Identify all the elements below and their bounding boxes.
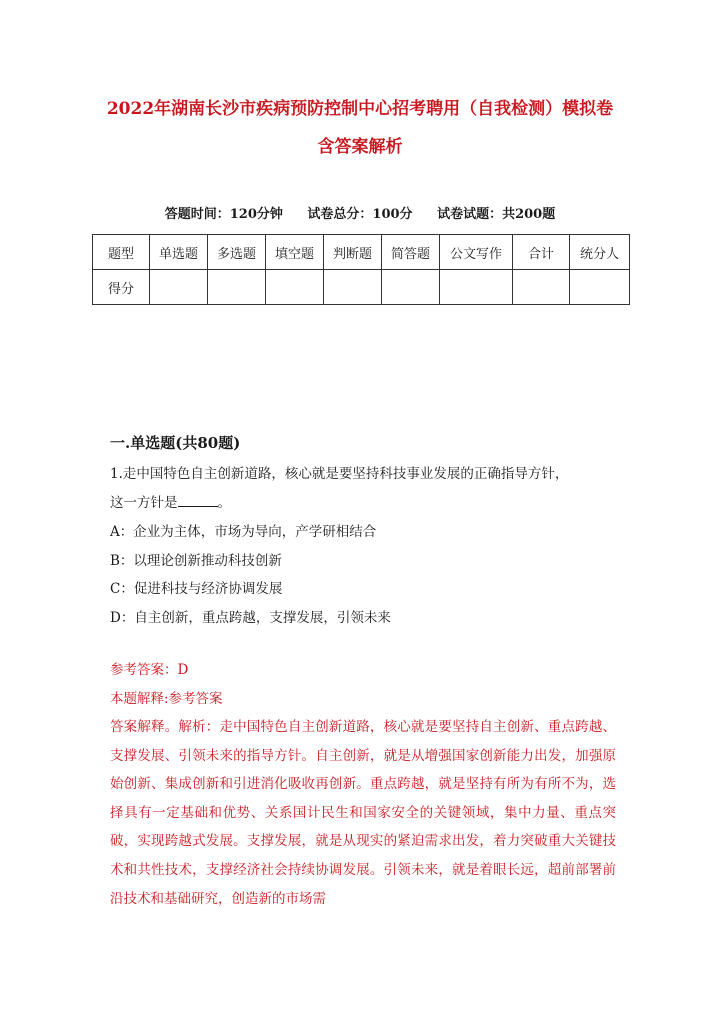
header-cell: 填空题 bbox=[266, 235, 324, 270]
score-cell bbox=[570, 270, 630, 305]
reference-answer: 参考答案：D bbox=[110, 662, 189, 678]
score-table-header-row bbox=[93, 235, 630, 270]
score-table bbox=[92, 234, 630, 305]
question-stem-end: 。 bbox=[217, 494, 231, 511]
exam-total-score: 试卷总分：100分 bbox=[307, 207, 413, 222]
score-cell bbox=[266, 270, 324, 305]
header-cell: 判断题 bbox=[324, 235, 382, 270]
header-cell: 公文写作 bbox=[440, 235, 513, 270]
header-cell: 题型 bbox=[93, 235, 150, 270]
exam-question-count: 试卷试题：共200题 bbox=[437, 207, 556, 222]
header-cell: 多选题 bbox=[208, 235, 266, 270]
option-b: B：以理论创新推动科技创新 bbox=[110, 552, 282, 569]
score-cell bbox=[208, 270, 266, 305]
exam-time: 答题时间：120分钟 bbox=[164, 207, 283, 222]
question-options bbox=[110, 518, 616, 632]
header-cell: 单选题 bbox=[150, 235, 208, 270]
score-row-label: 得分 bbox=[93, 270, 150, 305]
answer-blank bbox=[178, 494, 218, 507]
score-cell bbox=[324, 270, 382, 305]
header-cell: 统分人 bbox=[570, 235, 630, 270]
option-a: A：企业为主体，市场为导向，产学研相结合 bbox=[110, 524, 377, 540]
question-stem-text: 这一方针是 bbox=[110, 494, 178, 511]
answer-block bbox=[110, 656, 616, 713]
question-stem bbox=[110, 460, 616, 517]
section-heading: 一.单选题(共80题) bbox=[110, 434, 241, 452]
answer-explanation: 答案解释。解析：走中国特色自主创新道路，核心就是要坚持自主创新、重点跨越、支撑发展、引领未来的指导方针。自主创新，就是从增强国家创新能力出发，加强原始创新、集成创新和引进消化吸收再创新。重点跨越，就是坚持有所为有所不为，选择具有一定基础和优势、关系国计民生和国家安全的关键领域，集中力量、重点突破，实现跨越式发展。支撑发展，就是从现实的紧迫需求出发，着力突破重大关键技术和共性技术，支撑经济社会持续协调发展。引领未来，就是着眼长远，超前部署前沿技术和基础研究，创造新的市场需 bbox=[110, 719, 616, 907]
header-cell: 简答题 bbox=[382, 235, 440, 270]
score-cell bbox=[440, 270, 513, 305]
score-cell bbox=[513, 270, 570, 305]
explanation-label: 本题解释:参考答案 bbox=[110, 690, 223, 707]
score-cell bbox=[150, 270, 208, 305]
option-c: C：促进科技与经济协调发展 bbox=[110, 581, 283, 598]
document-title-line1: 2022年湖南长沙市疾病预防控制中心招考聘用（自我检测）模拟卷 bbox=[106, 99, 614, 119]
question-stem-line2 bbox=[110, 489, 616, 518]
option-d: D：自主创新，重点跨越，支撑发展，引领未来 bbox=[110, 609, 391, 626]
document-title-line2: 含答案解析 bbox=[317, 137, 403, 157]
header-cell: 合计 bbox=[513, 235, 570, 270]
score-table-score-row bbox=[93, 270, 630, 305]
score-cell bbox=[382, 270, 440, 305]
question-stem-line1: 1.走中国特色自主创新道路，核心就是要坚持科技事业发展的正确指导方针， bbox=[110, 466, 569, 482]
exam-meta bbox=[0, 203, 720, 222]
